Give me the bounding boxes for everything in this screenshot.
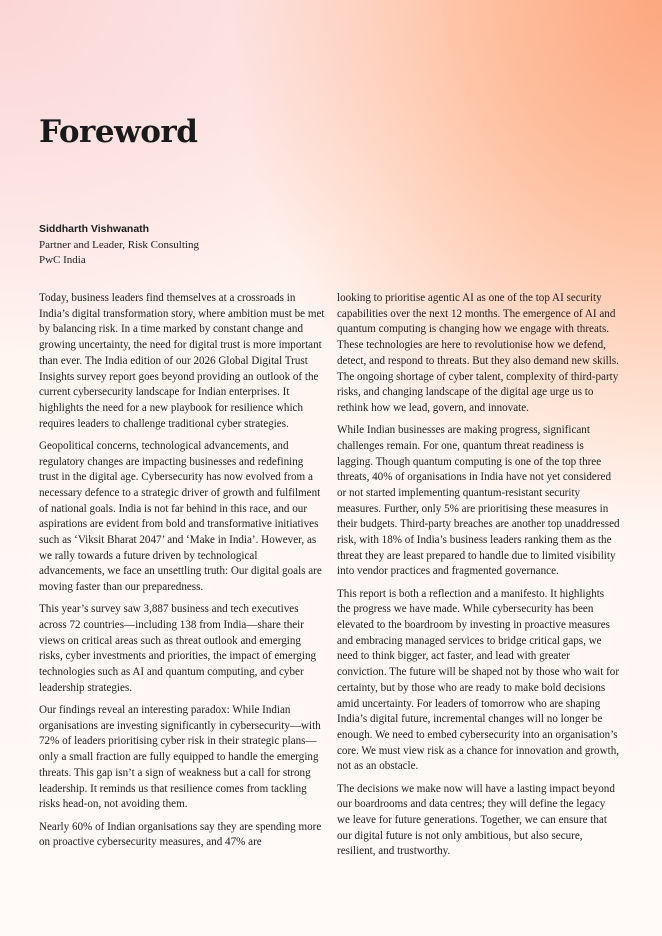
paragraph: The decisions we make now will have a lasting impact beyond our boardrooms and data centres; they will define the legacy we leave for future generations. Together, we can ensure that our digital future is not only ambitious, but also secure, resilient, and trustworthy.	[337, 782, 615, 858]
left-column	[39, 291, 325, 857]
author-role: Partner and Leader, Risk Consulting	[39, 238, 199, 251]
page-title: Foreword	[39, 114, 198, 150]
paragraph: looking to prioritise agentic AI as one of the top AI security capabilities over the next 12 months. The emergence of AI and quantum computing is changing how we engage with threats. These technologies are here to revolutionise how we defend, detect, and respond to threats. But they also demand new skills. The ongoing shortage of cyber talent, complexity of third-party risks, and changing landscape of the digital age urge us to rethink how we lead, govern, and innovate.	[337, 292, 619, 414]
author-block	[39, 222, 199, 269]
author-name: Siddharth Vishwanath	[39, 223, 150, 235]
paragraph: This year’s survey saw 3,887 business and tech executives across 72 countries—including 138 from India—share their views on critical areas such as threat outlook and emerging risks, cyber investments and priorities, the impact of emerging technologies such as AI and quantum computing, and cyber leadership strategies.	[39, 603, 317, 694]
paragraph: While Indian businesses are making progress, significant challenges remain. For one, quantum threat readiness is lagging. Though quantum computing is one of the top three threats, 40% of organisations in India have not yet considered or not started implementing quantum-resistant security measures. Further, only 5% are prioritising these measures in their budgets. Third-party breaches are another top unaddressed risk, with 18% of India’s business leaders ranking them as the threat they are least prepared to handle due to limited visibility into vendor practices and fragmented governance.	[337, 424, 620, 578]
paragraph: Geopolitical concerns, technological advancements, and regulatory changes are impacting businesses and redefining trust in the digital age. Cybersecurity has now evolved from a necessary defence to a strategic driver of growth and fulfilment of national goals. India is not far behind in this race, and our aspirations are evident from bold and transformative initiatives such as ‘Viksit Bharat 2047’ and ‘Make in India’. However, as we rally towards a future driven by technological advancements, we face an unsettling truth: Our digital goals are moving faster than our preparedness.	[39, 439, 322, 594]
right-column	[337, 291, 620, 867]
paragraph: Today, business leaders find themselves at a crossroads in India’s digital transformation story, where ambition must be met by balancing risk. In a time marked by constant change and growing uncertainty, the need for digital trust is more important than ever. The India edition of our 2026 Global Digital Trust Insights survey report goes beyond providing an outlook of the current cybersecurity landscape for Indian enterprises. It highlights the need for a new playbook for resilience which requires leaders to challenge traditional cyber strategies.	[39, 292, 325, 430]
author-org: PwC India	[39, 254, 86, 266]
paragraph: This report is both a reflection and a manifesto. It highlights the progress we have made. While cybersecurity has been elevated to the boardroom by investing in proactive measures and embracing managed services to bridge critical gaps, we need to think bigger, act faster, and lead with greater conviction. The future will be shaped not by those who wait for certainty, but by those who are ready to make bold decisions amid uncertainty. For leaders of tomorrow who are shaping India’s digital future, incremental changes will no longer be enough. We need to embed cybersecurity into an organisation’s core. We must view risk as a chance for innovation and growth, not as an obstacle.	[337, 587, 620, 773]
paragraph: Our findings reveal an interesting paradox: While Indian organisations are investing significantly in cybersecurity—with 72% of leaders prioritising cyber risk in their strategic plans—only a small fraction are fully equipped to handle the emerging threats. This gap isn’t a sign of weakness but a call for strong leadership. It reminds us that resilience comes from tackling risks head-on, not avoiding them.	[39, 704, 321, 811]
paragraph: Nearly 60% of Indian organisations say they are spending more on proactive cybersecurity measures, and 47% are	[39, 820, 322, 849]
